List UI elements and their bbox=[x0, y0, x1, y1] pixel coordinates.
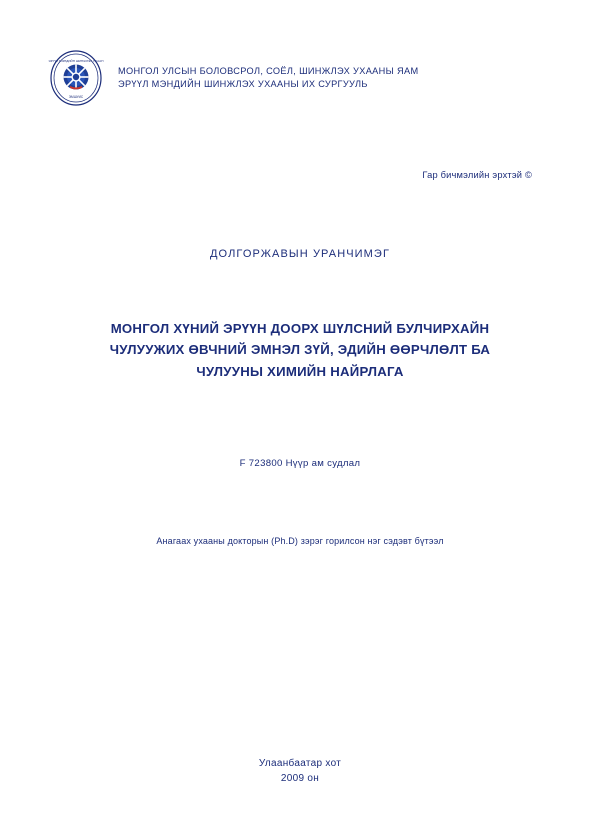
ministry-university-names bbox=[118, 65, 418, 92]
title-line-3: ЧУЛУУНЫ ХИМИЙН НАЙРЛАГА bbox=[196, 363, 404, 379]
ministry-name: МОНГОЛ УЛСЫН БОЛОВСРОЛ, СОЁЛ, ШИНЖЛЭХ УХААНЫ ЯАМ bbox=[118, 65, 419, 76]
author-name: ДОЛГОРЖАВЫН УРАНЧИМЭГ bbox=[209, 248, 390, 260]
university-emblem-icon bbox=[48, 50, 104, 106]
specialty-code: F 723800 Нүүр ам судлал bbox=[239, 458, 361, 469]
title-line-2: ЧУЛУУЖИХ ӨВЧНИЙ ЭМНЭЛ ЗҮЙ, ЭДИЙН ӨӨРЧЛӨЛТ БА bbox=[109, 342, 491, 358]
svg-text:ЭРҮҮЛ МЭНДИЙН ШИНЖЛЭХ УХААН: ЭРҮҮЛ МЭНДИЙН ШИНЖЛЭХ УХААН bbox=[48, 59, 104, 63]
document-header bbox=[0, 50, 600, 106]
copyright-note: Гар бичмэлийн эрхтэй © bbox=[422, 170, 532, 180]
footer-year: 2009 он bbox=[280, 772, 320, 784]
document-footer bbox=[0, 757, 600, 786]
degree-note: Анагаах ухааны докторын (Ph.D) зэрэг горилсон нэг сэдэвт бүтээл bbox=[156, 536, 444, 546]
university-name: ЭРҮҮЛ МЭНДИЙН ШИНЖЛЭХ УХААНЫ ИХ СУРГУУЛЬ bbox=[118, 79, 368, 89]
svg-text:ЭМШУИС: ЭМШУИС bbox=[68, 95, 84, 99]
footer-city: Улаанбаатар хот bbox=[258, 758, 342, 769]
page-title bbox=[60, 318, 540, 382]
title-line-1: МОНГОЛ ХҮНИЙ ЭРҮҮН ДООРХ ШҮЛСНИЙ БУЛЧИРХАЙН bbox=[110, 321, 490, 336]
